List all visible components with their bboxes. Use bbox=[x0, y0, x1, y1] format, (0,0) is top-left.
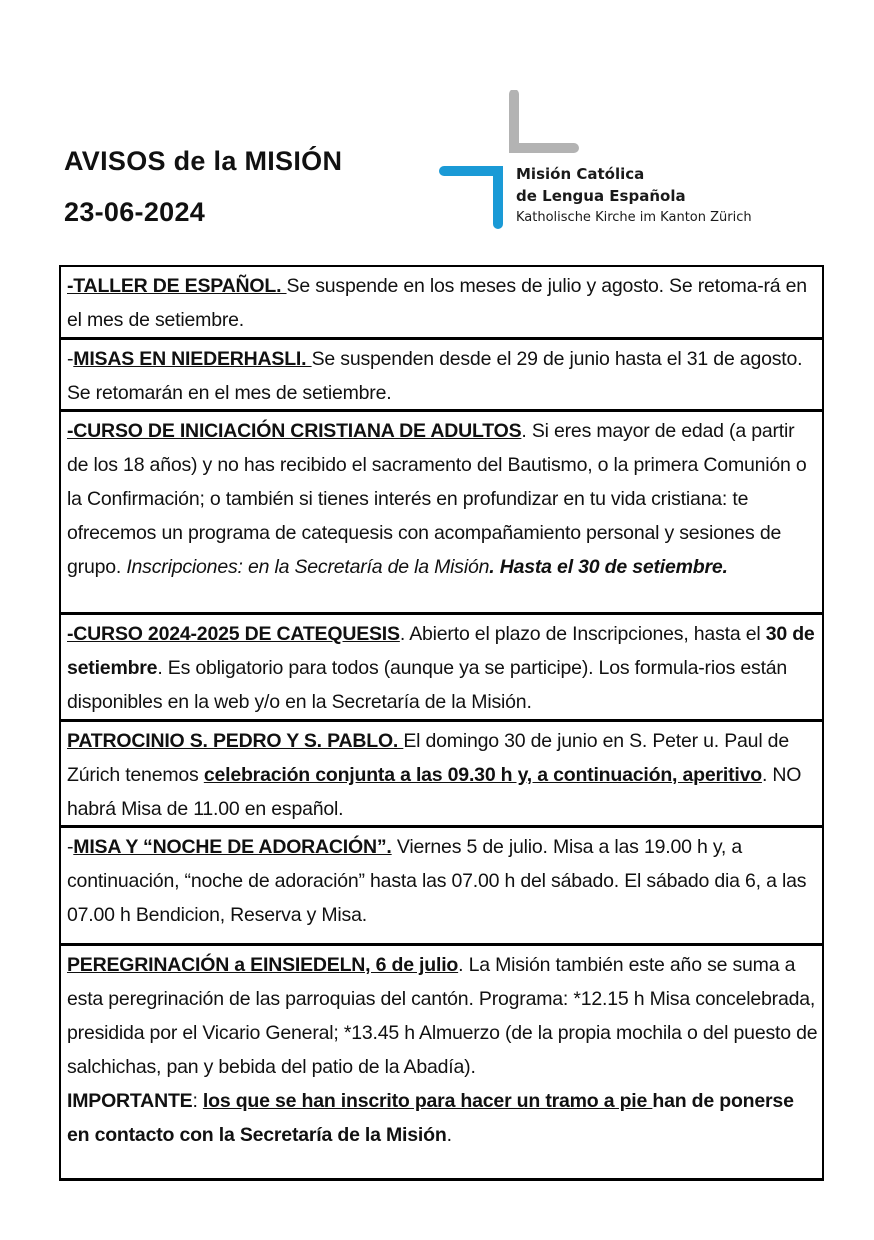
notice-deadline: . Hasta el 30 de setiembre. bbox=[489, 556, 728, 578]
notice-catequesis bbox=[61, 612, 822, 719]
notice-italic: Inscripciones: en la Secretaría de la Misión bbox=[126, 556, 490, 578]
notice-text: Viernes 5 de julio. Misa a las 19.00 h y, a continuación, “noche de adoración” hasta las 07.00 h del sábado. El sábado dia 6, a las 07.00 h Bendicion, Reserva y Misa. bbox=[67, 836, 807, 926]
notice-heading: MISAS EN NIEDERHASLI. bbox=[73, 348, 312, 370]
notice-highlight: los que se han inscrito para hacer un tramo a pie bbox=[202, 1090, 653, 1112]
notice-text: . La Misión también este año se suma a esta peregrinación de las parroquias del cantón. Programa: *12.15 h Misa concelebrada, presidida por el Vicario General; *13.45 h Almuerzo (de la propia mochila o del puesto de salchichas, pan y bebida del patio de la Abadía). bbox=[67, 954, 818, 1078]
notice-text: . NO habrá Misa de 11.00 en español. bbox=[67, 764, 802, 820]
page-date: 23-06-2024 bbox=[64, 197, 206, 227]
notice-contact: han de ponerse en contacto con la Secretaría de la Misión bbox=[67, 1090, 794, 1146]
notice-period: . bbox=[446, 1124, 452, 1146]
logo-line-2: de Lengua Española bbox=[516, 187, 686, 205]
notice-heading: PATROCINIO S. PEDRO Y S. PABLO. bbox=[67, 730, 404, 752]
logo-line-1: Misión Católica bbox=[516, 165, 645, 183]
notice-text: . Abierto el plazo de Inscripciones, hasta el bbox=[399, 623, 766, 645]
notice-text: . Es obligatorio para todos (aunque ya se participe). Los formula-rios están disponibles en la web y/o en la Secretaría de la Misión. bbox=[67, 657, 788, 713]
notices-table bbox=[59, 265, 824, 1181]
notice-peregrinacion bbox=[61, 943, 822, 1178]
notice-dash: - bbox=[67, 836, 74, 858]
notice-colon: : bbox=[192, 1090, 203, 1112]
notice-text: . Si eres mayor de edad (a partir de los 18 años) y no has recibido el sacramento del Bautismo, o la primera Comunión o la Confirmación; o también si tienes interés en profundizar en tu vida cristiana: te ofrecemos un programa de catequesis con acompañamiento personal y sesiones de grupo. bbox=[67, 420, 807, 578]
notice-deadline: 30 de setiembre bbox=[67, 623, 815, 679]
notice-heading: PEREGRINACIÓN a EINSIEDELN, 6 de julio bbox=[67, 954, 459, 976]
notice-highlight: celebración conjunta a las 09.30 h y, a continuación, aperitivo bbox=[203, 764, 762, 786]
notice-heading: -CURSO DE INICIACIÓN CRISTIANA DE ADULTOS bbox=[67, 420, 522, 442]
notice-heading: MISA Y “NOCHE DE ADORACIÓN”. bbox=[73, 836, 392, 858]
notice-misas bbox=[61, 337, 822, 409]
page-title: AVISOS de la MISIÓN bbox=[64, 146, 343, 176]
notice-text: El domingo 30 de junio en S. Peter u. Paul de Zúrich tenemos bbox=[67, 730, 789, 786]
notice-taller bbox=[61, 267, 822, 337]
notice-curso-adultos bbox=[61, 409, 822, 612]
notice-heading: -CURSO 2024-2025 DE CATEQUESIS bbox=[67, 623, 400, 645]
notice-text: Se suspenden desde el 29 de junio hasta el 31 de agosto. Se retomarán en el mes de setiembre. bbox=[67, 348, 803, 404]
notice-important-label: IMPORTANTE bbox=[67, 1090, 193, 1112]
notice-heading: -TALLER DE ESPAÑOL. bbox=[67, 275, 287, 297]
notice-text: Se suspende en los meses de julio y agosto. Se retoma-rá en el mes de setiembre. bbox=[67, 275, 807, 331]
logo-line-3: Katholische Kirche im Kanton Zürich bbox=[516, 210, 752, 225]
notice-patrocinio bbox=[61, 719, 822, 825]
notice-adoracion bbox=[61, 825, 822, 943]
notice-dash: - bbox=[67, 348, 74, 370]
